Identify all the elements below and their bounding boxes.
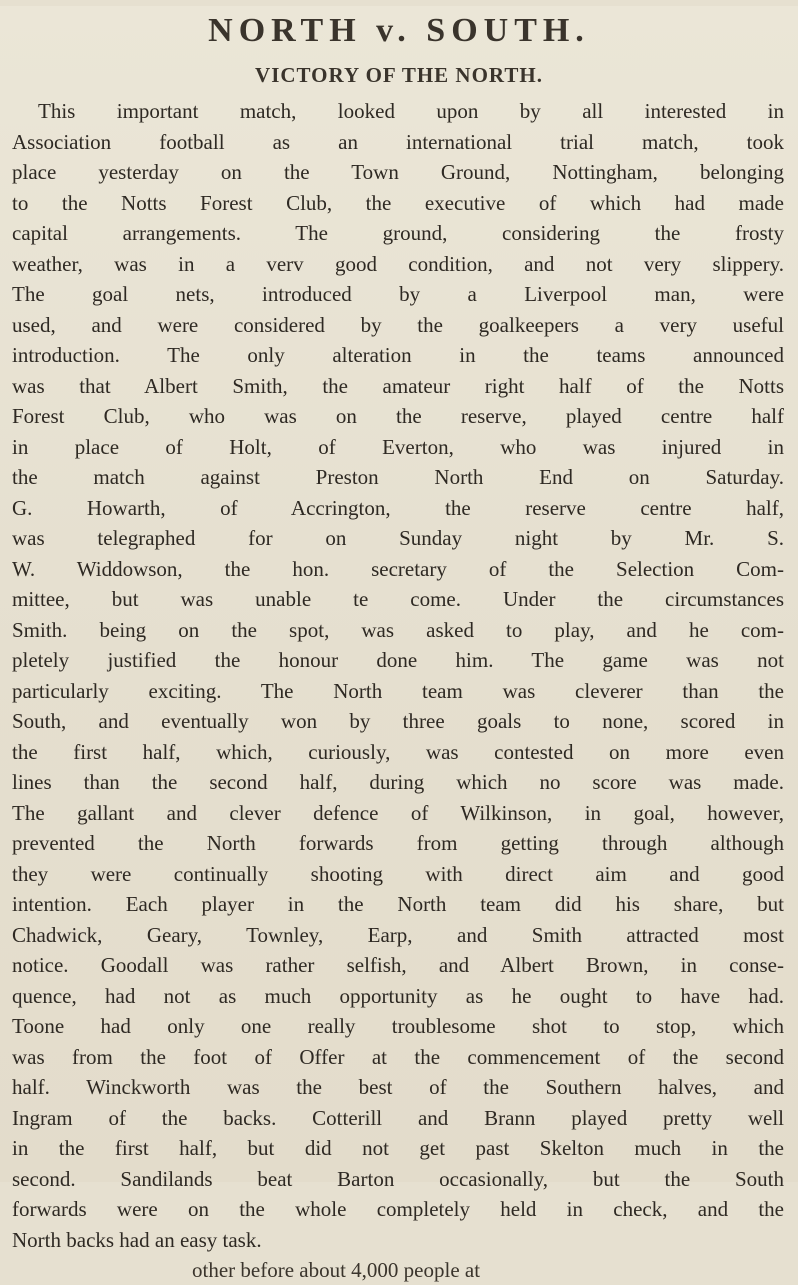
article-line: The goal nets, introduced by a Liverpool man, were xyxy=(12,282,784,306)
article-line: in the first half, but did not get past Skelton much in the xyxy=(12,1136,784,1160)
article-headline: NORTH v. SOUTH. xyxy=(208,12,590,49)
article-line: capital arrangements. The ground, considering the frosty xyxy=(12,221,784,245)
article-line: Smith. being on the spot, was asked to play, and he com- xyxy=(12,617,784,642)
article-line: Chadwick, Geary, Townley, Earp, and Smith attracted most xyxy=(12,922,784,947)
article-line: half. Winckworth was the best of the Southern halves, and xyxy=(12,1075,784,1099)
article-line: other before about 4,000 people at xyxy=(192,1258,481,1282)
article-line: forwards were on the whole completely held in check, and the xyxy=(12,1197,784,1221)
article-line: the match against Preston North End on Saturday. xyxy=(12,465,784,489)
article-line: Association football as an international trial match, took xyxy=(12,129,784,154)
article-line: second. Sandilands beat Barton occasionally, but the South xyxy=(12,1166,784,1191)
article-subheadline: VICTORY OF THE NORTH. xyxy=(255,63,543,87)
article-line: prevented the North forwards from getting through although xyxy=(12,831,784,855)
article-line: mittee, but was unable te come. Under the circumstances xyxy=(12,587,784,611)
article-line: introduction. The only alteration in the teams announced xyxy=(12,343,784,367)
article-line: the first half, which, curiously, was contested on more even xyxy=(12,739,784,764)
article-line: used, and were considered by the goalkeepers a very useful xyxy=(12,312,784,337)
article-line: was from the foot of Offer at the commencement of the second xyxy=(12,1044,784,1069)
article-line: W. Widdowson, the hon. secretary of the Selection Com- xyxy=(12,556,784,581)
article-line: notice. Goodall was rather selfish, and Albert Brown, in conse- xyxy=(12,953,784,977)
article-line: they were continually shooting with direct aim and good xyxy=(12,861,784,886)
article-line: particularly exciting. The North team was cleverer than the xyxy=(12,678,784,703)
article-line: was that Albert Smith, the amateur right half of the Notts xyxy=(12,373,784,398)
article-line: weather, was in a verv good condition, and not very slippery. xyxy=(12,251,784,276)
article-line: G. Howarth, of Accrington, the reserve centre half, xyxy=(12,495,784,520)
article-line: quence, had not as much opportunity as he ought to have had. xyxy=(12,983,784,1008)
article-line: place yesterday on the Town Ground, Nottingham, belonging xyxy=(12,160,784,184)
article-line: North backs had an easy task. xyxy=(12,1227,262,1252)
article-line: Ingram of the backs. Cotterill and Brann played pretty well xyxy=(12,1105,784,1130)
article-line: The gallant and clever defence of Wilkinson, in goal, however, xyxy=(12,800,784,825)
newspaper-clipping xyxy=(0,6,798,1282)
article-line: Toone had only one really troublesome shot to stop, which xyxy=(12,1014,784,1038)
article-body xyxy=(12,96,784,1282)
article-line: was telegraphed for on Sunday night by Mr. S. xyxy=(12,526,784,550)
article-line: pletely justified the honour done him. The game was not xyxy=(12,648,784,672)
article-line: in place of Holt, of Everton, who was injured in xyxy=(12,434,784,459)
article-line: intention. Each player in the North team did his share, but xyxy=(12,892,784,916)
article-line: This important match, looked upon by all interested in xyxy=(38,99,784,123)
article-line: Forest Club, who was on the reserve, played centre half xyxy=(12,404,784,428)
article-line: to the Notts Forest Club, the executive of which had made xyxy=(12,190,784,215)
article-line: South, and eventually won by three goals to none, scored in xyxy=(12,709,784,733)
article-line: lines than the second half, during which no score was made. xyxy=(12,770,784,794)
